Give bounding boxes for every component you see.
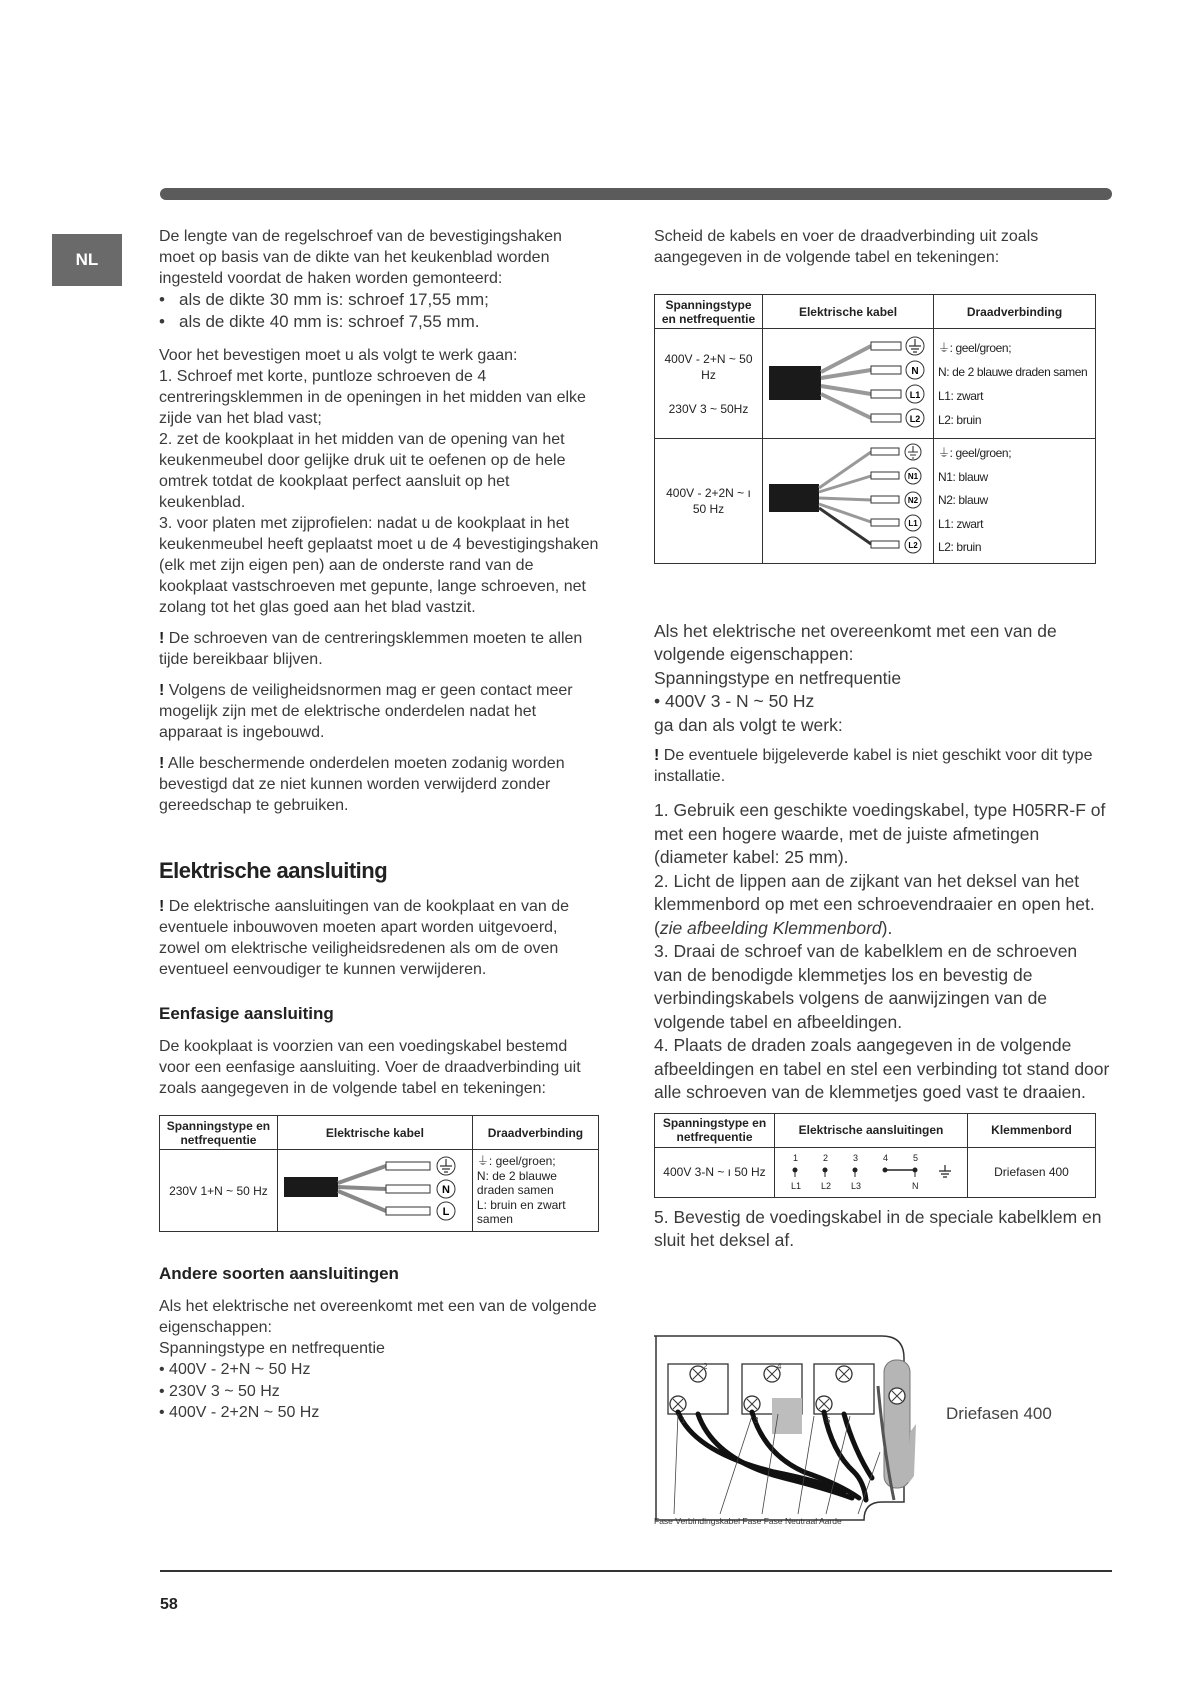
multi-phase-table — [654, 294, 1096, 564]
wiring-line: N2: blauw — [938, 493, 988, 507]
intro-paragraph: De lengte van de regelschroef van de bevestigingshaken moet op basis van de dikte van het keukenblad worden ingesteld voordat de haken worden gemonteerd: — [159, 228, 562, 287]
voltage-a: 400V - 2+N ~ 50 Hz — [664, 351, 753, 382]
step-3: 3. voor platen met zijprofielen: nadat u de kookplaat in het keukenmeubel heeft geplaatst moet u de 4 bevestigingshaken (elk met zijn eigen pen) aan de onderste rand van de kookplaat vastschroeven met gepunte, lange schroeven, net zolang tot het glas goed aan het blad vastzit. — [159, 515, 599, 616]
svg-text:L1: L1 — [908, 519, 918, 529]
voltage-cell: 400V 3-N ~ ı 50 Hz — [655, 1147, 775, 1197]
wiring-line: L2: bruin — [938, 412, 982, 427]
other-connections-title: Andere soorten aansluitingen — [159, 1264, 399, 1283]
warning-2: ! Volgens de veiligheidsnormen mag er geen contact meer mogelijk zijn met de elektrische onderdelen nadat het apparaat is ingebouwd. — [159, 682, 573, 741]
table-header: Spanningstype en netfrequentie — [655, 295, 763, 329]
other-connections-text: Als het elektrische net overeenkomt met een van de volgende eigenschappen: — [159, 1298, 597, 1336]
wiring-line: L1: zwart — [938, 388, 984, 403]
right-step-2: 2. Licht de lippen aan de zijkant van het deksel van het klemmenbord op met een schroevendraaier en open het. (zie afbeelding Klemmenbord). — [654, 870, 1095, 938]
terminal-label: N — [912, 1181, 919, 1191]
diagram-label: Aarde — [819, 1516, 842, 1526]
table-header: Draadverbinding — [472, 1116, 598, 1150]
svg-text:L1: L1 — [909, 390, 921, 400]
warning-1: ! De schroeven van de centreringsklemmen moeten te allen tijde bereikbaar blijven. — [159, 630, 583, 668]
wiring-line: L: bruin en zwart samen — [476, 1197, 566, 1227]
voltage-cell — [655, 329, 763, 439]
list-item: • 230V 3 ~ 50 Hz — [159, 1381, 599, 1403]
conditions-text: Als het elektrische net overeenkomt met een van de volgende eigenschappen: — [654, 620, 1057, 664]
right-step-5: 5. Bevestig de voedingskabel in de speciale kabelklem en sluit het deksel af. — [654, 1206, 1102, 1250]
section-warning: ! De elektrische aansluitingen van de kookplaat en van de eventuele inbouwoven moeten apart worden uitgevoerd, zowel om elektrische veiligheidsredenen als om de oven eventueel eenvoudiger te kunnen verwijderen. — [159, 898, 570, 978]
page-number: 58 — [160, 1596, 178, 1613]
svg-text:N: N — [911, 366, 919, 377]
svg-text:L2: L2 — [909, 414, 921, 424]
terminal-number: 1 — [793, 1153, 799, 1163]
wiring-cell — [472, 1150, 598, 1232]
warning-icon: ! — [159, 755, 165, 772]
terminal-drawing — [781, 1151, 961, 1193]
three-phase-table — [654, 1113, 1096, 1198]
table-header: Klemmenbord — [968, 1113, 1096, 1147]
earth-icon: ⏚ — [938, 446, 950, 460]
list-item: • 400V - 2+2N ~ 50 Hz — [159, 1402, 599, 1424]
wiring-line: ⏚: geel/groen; — [476, 1154, 556, 1169]
cable-drawing — [282, 1153, 468, 1225]
diagram-caption: Driefasen 400 — [946, 1404, 1052, 1423]
wiring-cell — [934, 439, 1096, 564]
table-header: Elektrische kabel — [277, 1116, 472, 1150]
wiring-line: N: de 2 blauwe draden samen — [938, 364, 1088, 379]
cable-drawing-cell — [763, 329, 934, 439]
terminal-number: 5 — [913, 1153, 919, 1163]
table-header: Elektrische aansluitingen — [775, 1113, 968, 1147]
terminal-number: 3 — [754, 1416, 759, 1425]
list-item: • 400V - 2+N ~ 50 Hz — [159, 1359, 599, 1381]
single-phase-text: De kookplaat is voorzien van een voedingskabel bestemd voor een eenfasige aansluiting. Voer de draadverbinding uit zoals aangegeven in de volgende tabel en tekeningen: — [159, 1038, 581, 1097]
terminal-number: 4 — [883, 1153, 889, 1163]
section-title: Elektrische aansluiting — [159, 858, 388, 883]
svg-text:N2: N2 — [907, 496, 919, 506]
step-2: 2. zet de kookplaat in het midden van de opening van het keukenmeubel door gelijke druk uit te oefenen op de hele omtrek totdat de kookplaat perfect aansluit op het keukenblad. — [159, 431, 566, 511]
wiring-line: ⏚: geel/groen; — [938, 446, 1012, 460]
language-tab: NL — [52, 234, 122, 286]
step-1: 1. Schroef met korte, puntloze schroeven de 4 centreringsklemmen in de openingen in het midden van elke zijde van het blad vast; — [159, 368, 586, 427]
list-item: • als de dikte 40 mm is: schroef 7,55 mm. — [159, 311, 599, 333]
right-step-4: 4. Plaats de draden zoals aangegeven in de volgende afbeeldingen en tabel en stel een verbinding tot stand door alle schroeven van de klemmetjes goed vast te draaien. — [654, 1035, 1110, 1102]
terminal-board-drawing — [654, 1332, 1114, 1532]
warning-3: ! Alle beschermende onderdelen moeten zodanig worden bevestigd dat ze niet kunnen worden verwijderd zonder gereedschap te gebruiken. — [159, 755, 565, 814]
conditions-go: ga dan als volgt te werk: — [654, 714, 843, 735]
earth-icon — [906, 337, 924, 355]
terminal-board-diagram — [654, 1332, 1114, 1532]
table-header: Draadverbinding — [934, 295, 1096, 329]
warning-icon: ! — [159, 682, 165, 699]
warning-icon: ! — [159, 898, 165, 915]
svg-text:N1: N1 — [907, 472, 919, 482]
warning-icon: ! — [654, 747, 660, 764]
earth-icon — [939, 1165, 951, 1177]
diagram-label: Verbindingskabel — [675, 1516, 741, 1526]
diagram-label: Fase — [763, 1516, 783, 1526]
diagram-label: Fase — [742, 1516, 762, 1526]
single-phase-title: Eenfasige aansluiting — [159, 1004, 334, 1023]
other-connections-sub: Spanningstype en netfrequentie — [159, 1340, 385, 1357]
right-column — [654, 226, 1110, 1253]
terminal-number: 4 — [777, 1362, 782, 1371]
voltage-b: 230V 3 ~ 50Hz — [668, 401, 749, 416]
right-step-1: 1. Gebruik een geschikte voedingskabel, type H05RR-F of met een hogere waarde, met de juiste afmetingen (diameter kabel: 25 mm). — [654, 800, 1106, 867]
conditions-item: • 400V 3 - N ~ 50 Hz — [654, 691, 815, 711]
earth-icon: ⏚ — [938, 340, 950, 355]
top-rule — [160, 188, 1112, 200]
terminal-number: 5 — [826, 1416, 831, 1425]
warning-icon: ! — [159, 630, 165, 647]
list-item: • als de dikte 30 mm is: schroef 17,55 mm; — [159, 289, 599, 311]
left-column — [159, 226, 599, 1424]
right-step-3: 3. Draai de schroef van de kabelklem en de schroeven van de benodigde klemmetjes los en bevestig de verbindingskabels volgens de aanwijzingen van de volgende tabel en afbeeldingen. — [654, 941, 1078, 1032]
bottom-rule — [160, 1570, 1112, 1572]
thickness-list — [159, 289, 599, 333]
terminal-label: L1 — [791, 1181, 802, 1191]
terminal-number: 2 — [703, 1362, 708, 1371]
wiring-line: ⏚: geel/groen; — [938, 340, 1012, 355]
wiring-line: N: de 2 blauwe draden samen — [476, 1168, 557, 1198]
earth-icon — [437, 1157, 455, 1175]
earth-icon — [905, 444, 921, 460]
terminal-number: 3 — [853, 1153, 859, 1163]
wiring-line: L1: zwart — [938, 516, 984, 531]
terminal-label: L3 — [851, 1181, 862, 1191]
table-header: Elektrische kabel — [763, 295, 934, 329]
cable-warning: ! De eventuele bijgeleverde kabel is niet geschikt voor dit type installatie. — [654, 747, 1093, 785]
earth-icon: ⏚ — [476, 1154, 489, 1169]
voltage-cell: 400V - 2+2N ~ ı 50 Hz — [655, 439, 763, 564]
svg-text:N: N — [441, 1184, 450, 1196]
table-header: Spanningstype en netfrequentie — [655, 1113, 775, 1147]
other-connections-list — [159, 1359, 599, 1424]
single-phase-table — [159, 1115, 599, 1232]
steps-intro: Voor het bevestigen moet u als volgt te werk gaan: — [159, 347, 518, 364]
diagram-label: Neutraal — [784, 1516, 818, 1526]
right-intro: Scheid de kabels en voer de draadverbinding uit zoals aangegeven in de volgende tabel en tekeningen: — [654, 228, 1039, 266]
svg-text:L2: L2 — [908, 541, 918, 551]
table-header: Spanningstype en netfrequentie — [160, 1116, 278, 1150]
cable-drawing-cell — [763, 439, 934, 564]
diagram-label: Fase — [654, 1516, 673, 1526]
terminal-number: 2 — [823, 1153, 829, 1163]
cable-drawing-cell — [277, 1150, 472, 1232]
terminal-label: L2 — [821, 1181, 832, 1191]
terminal-dots — [781, 1163, 961, 1181]
board-cell: Driefasen 400 — [968, 1147, 1096, 1197]
cable-drawing — [767, 332, 929, 432]
conditions-sub: Spanningstype en netfrequentie — [654, 667, 902, 688]
cable-drawing — [767, 442, 929, 556]
terminal-number: 1 — [681, 1416, 686, 1425]
terminal-drawing-cell — [775, 1147, 968, 1197]
wiring-cell — [934, 329, 1096, 439]
voltage-cell: 230V 1+N ~ 50 Hz — [160, 1150, 278, 1232]
wiring-line: N1: blauw — [938, 469, 988, 484]
diagram-labels — [654, 1516, 842, 1526]
wiring-line: L2: bruin — [938, 540, 982, 554]
svg-text:L: L — [442, 1206, 450, 1218]
